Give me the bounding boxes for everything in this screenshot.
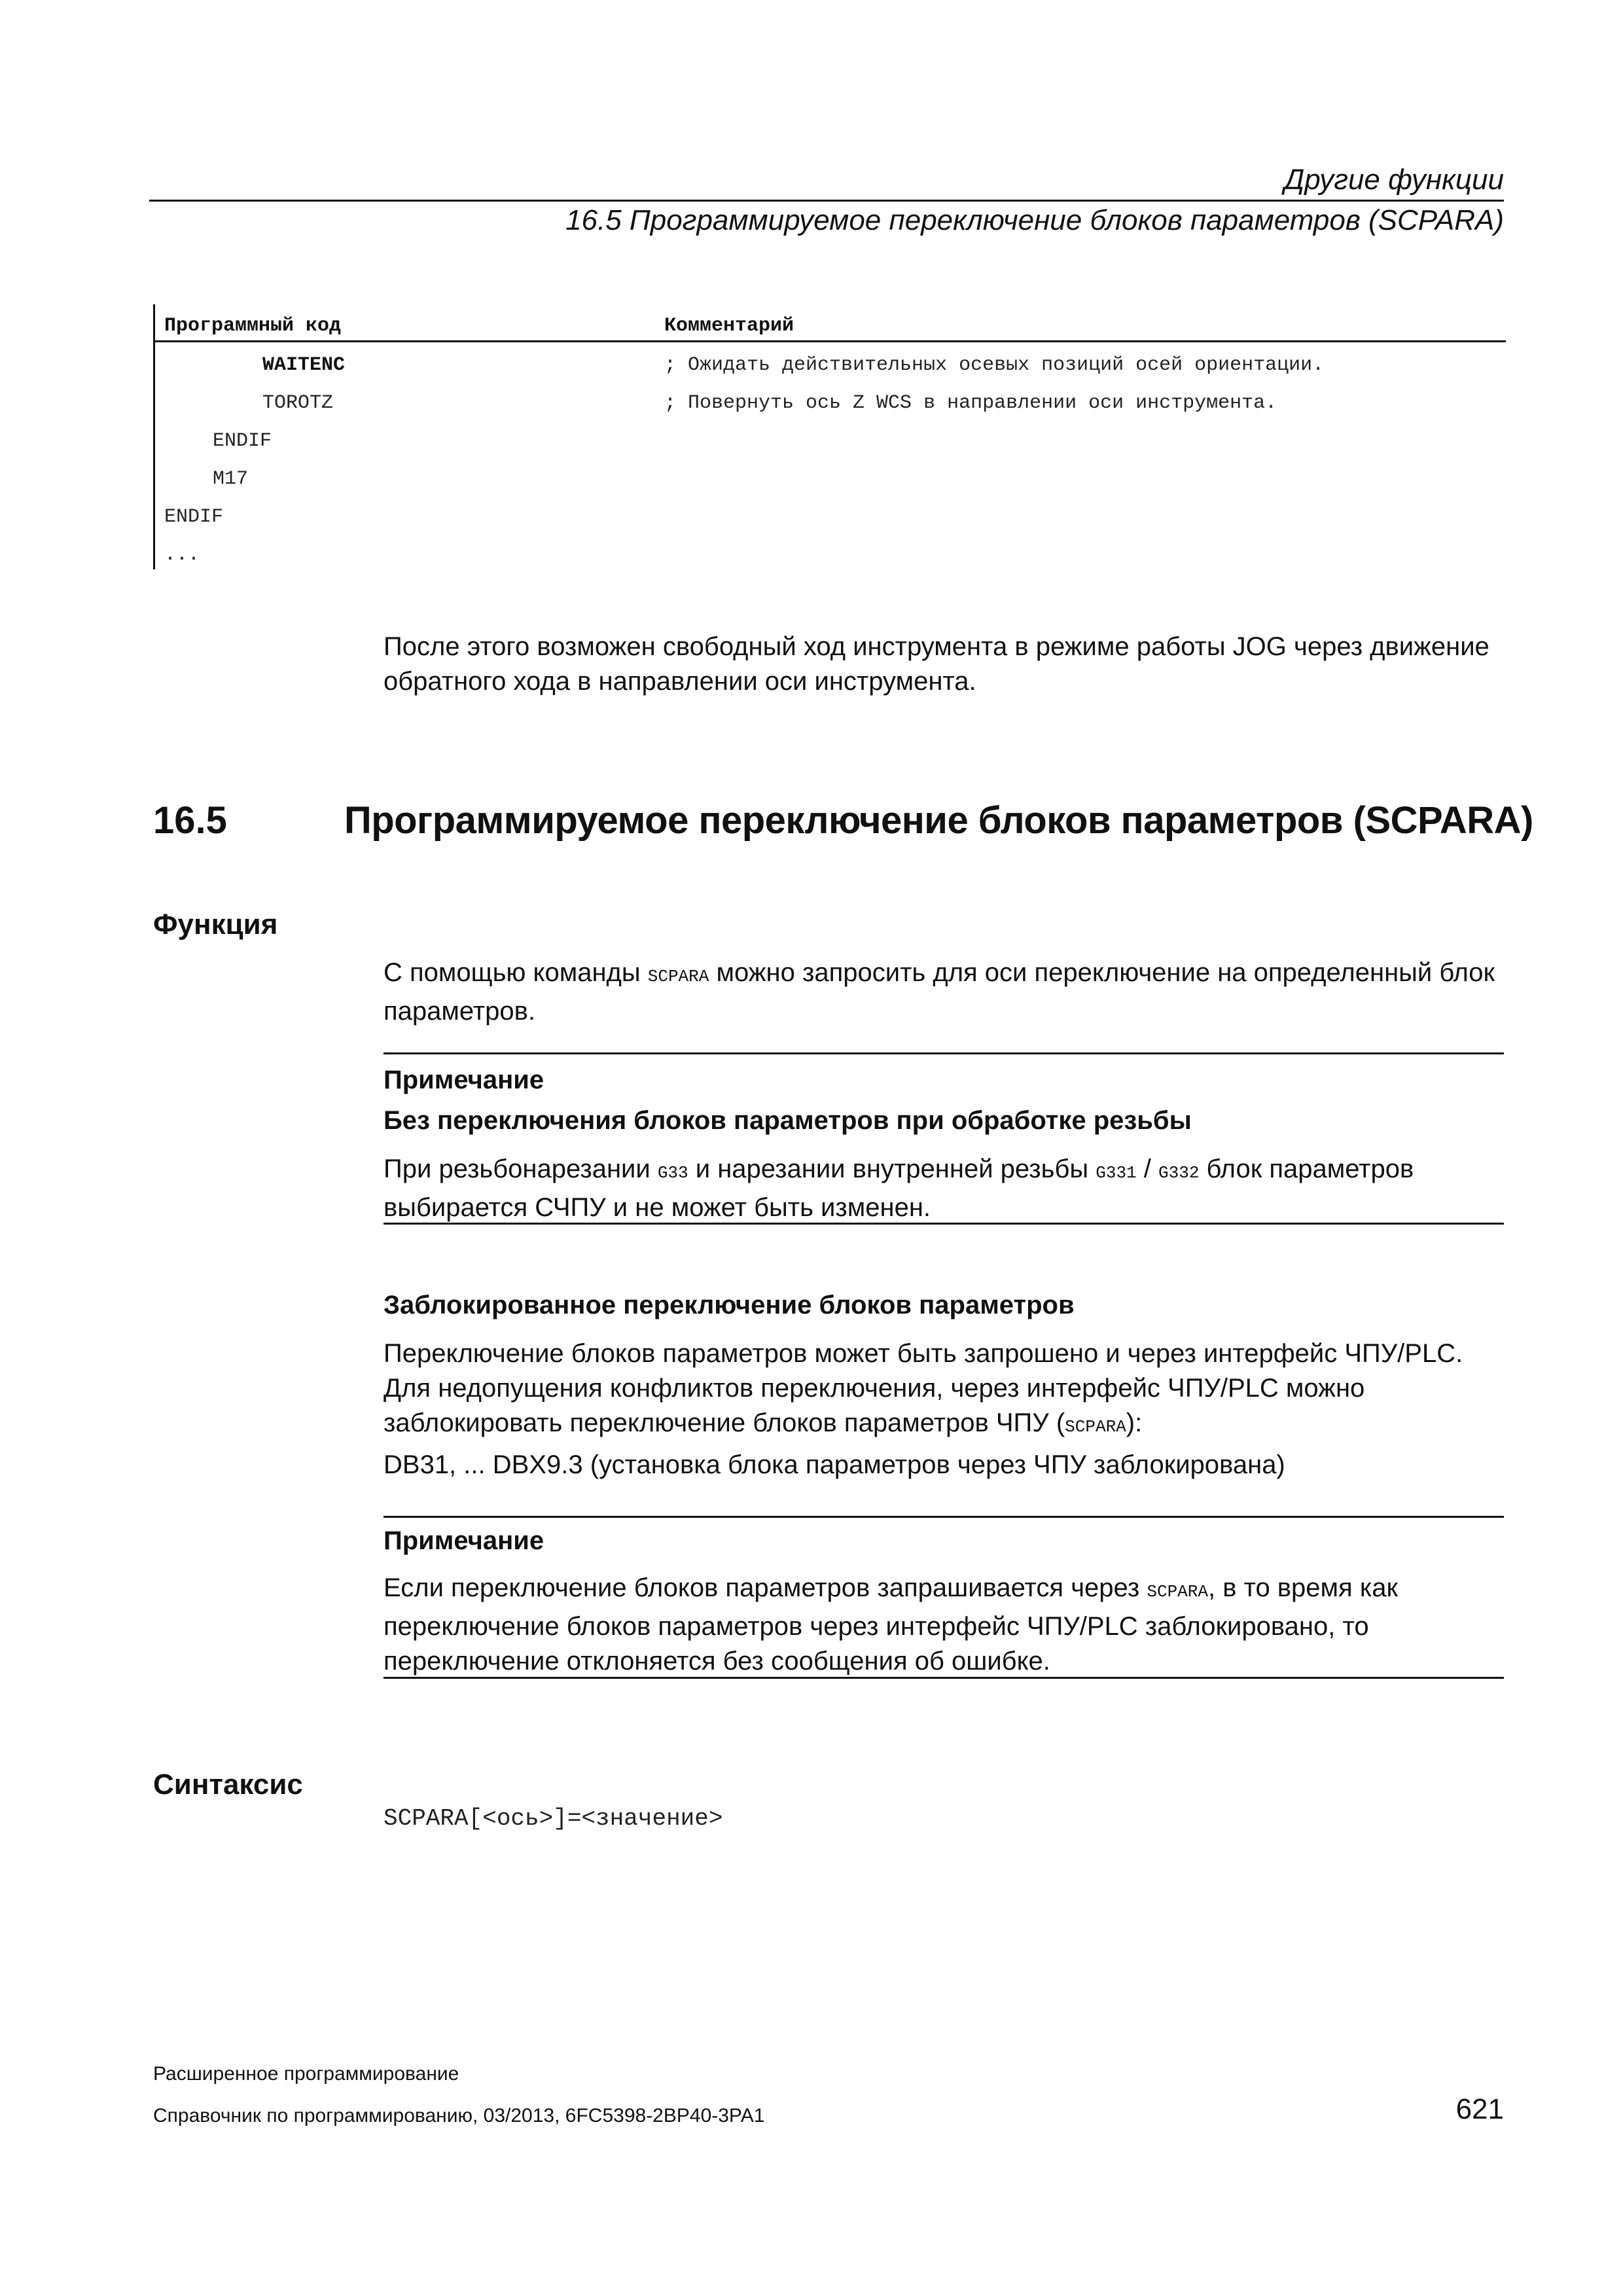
syntax-heading: Синтаксис [153,1768,303,1801]
text-run: и нарезании внутренней резьбы [688,1155,1096,1183]
paragraph-after-code: После этого возможен свободный ход инструмента в режиме работы JOG через движение обратного хода в направлении оси инструмента. [383,632,1489,696]
note-subtitle: Без переключения блоков параметров при обработке резьбы [383,1106,1192,1135]
text-run: С помощью команды [383,958,648,987]
note-bottom-rule [383,1677,1504,1679]
note-text [383,1571,1504,1679]
function-heading: Функция [153,908,278,941]
section-number: 16.5 [153,799,227,842]
code-row [155,506,1506,544]
code-cell: ENDIF [164,506,224,528]
text-run: Переключение блоков параметров может быть запрошено и через интерфейс ЧПУ/PLC. Для недопущения конфликтов переключения, через интерфейс ЧПУ/PLC можно заблокировать переключение блоков параметров ЧПУ ( [383,1339,1463,1437]
note-title: Примечание [383,1066,544,1094]
keyword-g33: G33 [657,1163,688,1183]
code-column-header: Программный код [164,315,342,337]
comment-cell: ; Повернуть ось Z WCS в направлении оси инструмента. [664,392,1277,414]
code-cell: TOROTZ [262,392,334,414]
footer-book-title: Расширенное программирование [153,2063,459,2085]
code-row [155,392,1506,430]
code-row [155,354,1506,392]
keyword-g332: G332 [1158,1163,1200,1183]
keyword-scpara: SCPARA [647,967,709,986]
text-run: блок параметров выбирается СЧПУ и не может быть изменен. [383,1155,1414,1222]
blocked-switching-paragraph [383,1336,1504,1444]
running-header-chapter: Другие функции [1284,164,1504,196]
text-run: ): [1126,1408,1143,1437]
note-top-rule [383,1052,1504,1054]
note-bottom-rule [383,1223,1504,1225]
code-row [155,468,1506,506]
text-run: При резьбонарезании [383,1155,658,1183]
section-title: Программируемое переключение блоков параметров (SCPARA) [344,799,1533,842]
text-run: , в то время как переключение блоков параметров через интерфейс ЧПУ/PLC заблокировано, то переключение отклоняется без сообщения об ошибке. [383,1573,1398,1676]
function-paragraph [383,956,1509,1029]
comment-cell: ; Ожидать действительных осевых позиций осей ориентации. [664,354,1325,376]
keyword-scpara: SCPARA [1147,1582,1208,1602]
code-row [155,430,1506,468]
text-run: / [1136,1155,1159,1183]
header-rule [149,200,1504,202]
code-cell: WAITENC [262,354,346,376]
blocked-switching-heading: Заблокированное переключение блоков параметров [383,1291,1075,1319]
keyword-g331: G331 [1096,1163,1137,1183]
footer-reference: Справочник по программированию, 03/2013, 6FC5398-2BP40-3PA1 [153,2105,765,2126]
running-header-section: 16.5 Программируемое переключение блоков параметров (SCPARA) [565,204,1504,236]
comment-column-header: Комментарий [664,315,794,337]
code-row [155,544,1506,582]
note-title: Примечание [383,1526,544,1555]
code-cell: M17 [213,468,249,490]
code-table-header-rule [155,340,1506,342]
interface-signal-line: DB31, ... DBX9.3 (установка блока параметров через ЧПУ заблокирована) [383,1450,1285,1479]
note-top-rule [383,1516,1504,1518]
page-number: 621 [1455,2093,1504,2125]
keyword-scpara: SCPARA [1065,1417,1126,1437]
code-cell: ... [164,544,200,566]
syntax-code: SCPARA[<ось>]=<значение> [383,1805,723,1832]
code-table [153,304,1506,569]
note-text [383,1152,1504,1225]
text-run: можно запросить для оси переключение на определенный блок параметров. [383,958,1495,1026]
text-run: Если переключение блоков параметров запрашивается через [383,1573,1147,1602]
code-cell: ENDIF [213,430,272,452]
